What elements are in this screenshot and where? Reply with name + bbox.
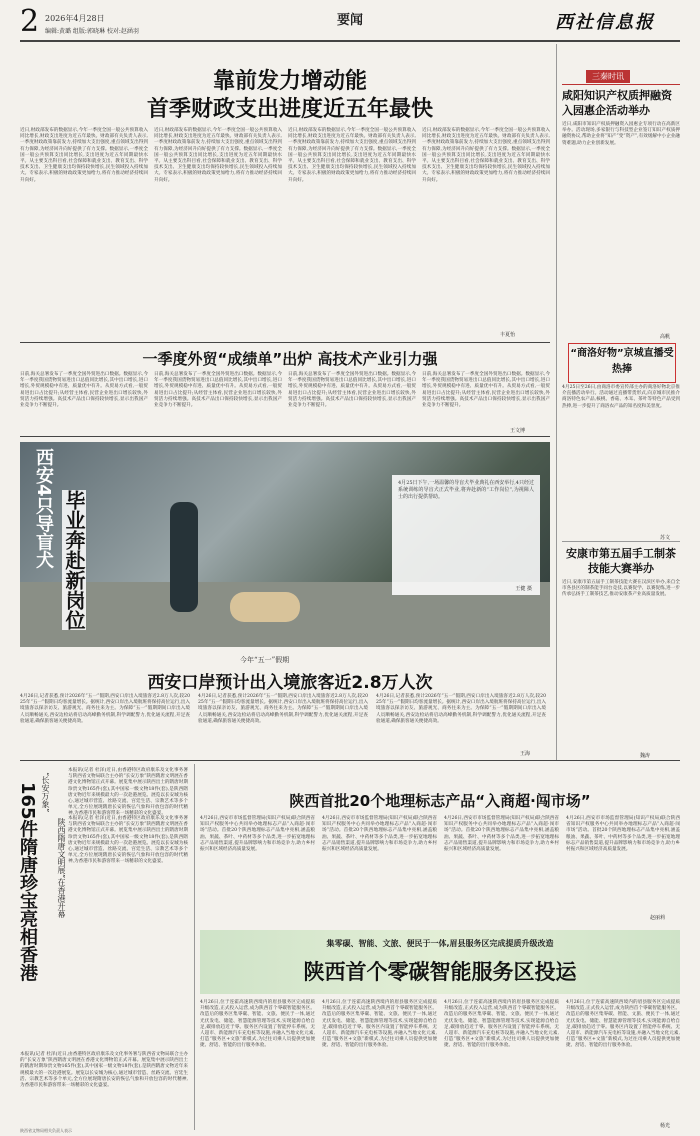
lead-divider bbox=[20, 342, 550, 343]
zero-body-col1: 4月26日,位于连霍高速陕西境内的眉县服务区完成提质升级改造,正式投入运营,成为陕西首个零碳智能服务区。改造后的服务区集零碳、智能、文旅、便民于一体,通过光伏发电、储能、智慧能源管理等技术,实现能源自给自足,碳排放趋近于零。服务区内设置了智能停车系统、无人超市、新能源汽车充电桩等设施,并融入当地文化元素,打造“服务区+文旅”新模式,为过往司乘人员提供更加便捷、舒适、智能的出行服务体验。 bbox=[200, 1000, 315, 1049]
border-body-col3: 4月26日,记者获悉,预计2026年“五一”假期,西安口岸出入境旅客近2.8万人次,较2025年“五一”假期日均客流量增长。据统计,西安口岸出入境航班将保持高位运行,出入境旅客以探亲访友、旅游观光、商务往来为主。为保障“五一”假期期间口岸出入境人员顺畅通关,西安边检站将启动高峰勤务机制,科学调配警力,优化通关流程,开足查验通道,确保旅客通关便捷高效。 bbox=[376, 694, 546, 724]
masthead-rule bbox=[20, 40, 680, 42]
guide-dog-headline-right: 毕业奔赴新岗位 bbox=[62, 490, 86, 630]
exhibit-byline: 陕西省文物局相关负责人表示 bbox=[20, 1128, 72, 1133]
sidebar-s3-title: 安康市第五届手工制茶技能大赛举办 bbox=[566, 547, 676, 575]
border-divider bbox=[20, 760, 680, 761]
trainer-shape bbox=[170, 502, 198, 612]
guide-dog-caption-text: 4月25日下午,一场温馨的导盲犬毕业典礼在西安举行,4只经过系统训练的导盲犬正式毕业,将奔赴新的“工作岗位”,为视障人士的出行提供帮助。 bbox=[398, 480, 534, 500]
guide-dog-headline-left: 西安4只导盲犬 bbox=[33, 448, 54, 569]
geo-title: 陕西首批20个地理标志产品“入商超·闯市场” bbox=[289, 792, 591, 810]
geo-body-col1: 4月26日,西安市市场监督管理局(知识产权局)联合陕西省知识产权服务中心共同举办地理标志产品“入商超·闯市场”活动。首批20个陕西地理标志产品集中亮相,涵盖粮油、果蔬、茶叶、中药材等多个品类,进一步拓宽地理标志产品销售渠道,提升品牌影响力和市场竞争力,助力乡村振兴和区域经济高质量发展。 bbox=[200, 816, 315, 853]
guide-dog-caption bbox=[392, 475, 540, 595]
border-body-col1: 4月26日,记者获悉,预计2026年“五一”假期,西安口岸出入境旅客近2.8万人次,较2025年“五一”假期日均客流量增长。据统计,西安口岸出入境航班将保持高位运行,出入境旅客以探亲访友、旅游观光、商务往来为主。为保障“五一”假期期间口岸出入境人员顺畅通关,西安边检站将启动高峰勤务机制,科学调配警力,优化通关流程,开足查验通道,确保旅客通关便捷高效。 bbox=[20, 694, 190, 724]
sidebar-s3-byline: 魏涛 bbox=[640, 753, 651, 759]
geo-byline: 赵丽莉 bbox=[650, 915, 666, 921]
sidebar-s3-body: 近日,安康市第五届手工制茶技能大赛在汉滨区举办,来自全市各县区的制茶能手同台竞技,以赛促学、以赛促练,进一步传承弘扬手工制茶技艺,推动安康茶产业高质量发展。 bbox=[562, 580, 680, 598]
border-body-col2: 4月26日,记者获悉,预计2026年“五一”假期,西安口岸出入境旅客近2.8万人次,较2025年“五一”假期日均客流量增长。据统计,西安口岸出入境航班将保持高位运行,出入境旅客以探亲访友、旅游观光、商务往来为主。为保障“五一”假期期间口岸出入境人员顺畅通关,西安边检站将启动高峰勤务机制,科学调配警力,优化通关流程,开足查验通道,确保旅客通关便捷高效。 bbox=[198, 694, 368, 724]
lead-body-col3: 近日,财政部发布的数据显示,今年一季度全国一般公共预算收入同比增长,财政支出进度为近五年最快。财政部有关负责人表示,一季度财政政策靠前发力,持续加大支出强度,重点领域支出得到有力保障,为经济回升向好提供了有力支撑。数据显示,一季度全国一般公共预算支出同比增长,支出进度为近五年同期最快水平。从主要支出科目看,社会保障和就业支出、教育支出、科学技术支出、卫生健康支出均保持较快增长,民生领域投入持续加大。专家表示,积极的财政政策更加给力,将有力推动经济持续回升向好。 bbox=[288, 128, 416, 183]
exhibit-intro: 本报讯(记者 杜泽)近日,由香港特区政府康乐及文化事务署与陕西省文物局联合主办的“长安万象”陕西隋唐文明展在香港文化博物馆正式开幕。展览集中展示陕西出土的隋唐时期珍贵文物165件(套),其中国家一级文物18件(套),是陕西隋唐文物近年来规模最大的一次赴港展览。展览以长安城为核心,通过城市营造、丝路交流、宫廷生活、宗教艺术等多个单元,全方位展现隋唐长安的恢弘气象和开放包容的时代精神,为香港市民和游客带来一场精彩的文化盛宴。 bbox=[68, 768, 188, 817]
lead-byline: 丰夏怡 bbox=[500, 332, 516, 338]
issue-date: 2026年4月28日 bbox=[45, 14, 105, 23]
zero-byline: 杨光 bbox=[660, 1123, 671, 1129]
exhibit-divider bbox=[194, 764, 195, 1130]
section-name: 要闻 bbox=[337, 13, 364, 28]
exhibit-title: 165件隋唐珍宝亮相香港 bbox=[17, 782, 38, 982]
exhibit-body-col1: 本报讯(记者 杜泽)近日,由香港特区政府康乐及文化事务署与陕西省文物局联合主办的“长安万象”陕西隋唐文明展在香港文化博物馆正式开幕。展览集中展示陕西出土的隋唐时期珍贵文物165件(套),其中国家一级文物18件(套),是陕西隋唐文物近年来规模最大的一次赴港展览。展览以长安城为核心,通过城市营造、丝路交流、宫廷生活、宗教艺术等多个单元,全方位展现隋唐长安的恢弘气象和开放包容的时代精神,为香港市民和游客带来一场精彩的文化盛宴。 bbox=[68, 816, 188, 865]
trade-body-col4: 日前,海关总署发布了一季度全国外贸进出口数据。数据显示,今年一季度我国货物贸易进出口总值同比增长,其中出口增长,进口增长,外贸规模稳中有进、质量优中有升。从贸易方式看,一般贸易进出口占比提升;从经营主体看,民营企业进出口增长较快,外贸活力持续增强。高技术产品出口保持较快增长,显示出我国产业竞争力不断提升。 bbox=[422, 372, 550, 409]
exhibit-body-bottom: 本报讯(记者 杜泽)近日,由香港特区政府康乐及文化事务署与陕西省文物局联合主办的“长安万象”陕西隋唐文明展在香港文化博物馆正式开幕。展览集中展示陕西出土的隋唐时期珍贵文物165件(套),其中国家一级文物18件(套),是陕西隋唐文物近年来规模最大的一次赴港展览。展览以长安城为核心,通过城市营造、丝路交流、宫廷生活、宗教艺术等多个单元,全方位展现隋唐长安的恢弘气象和开放包容的时代精神,为香港市民和游客带来一场精彩的文化盛宴。 bbox=[20, 1052, 188, 1089]
geo-body-col3: 4月26日,西安市市场监督管理局(知识产权局)联合陕西省知识产权服务中心共同举办地理标志产品“入商超·闯市场”活动。首批20个陕西地理标志产品集中亮相,涵盖粮油、果蔬、茶叶、中药材等多个品类,进一步拓宽地理标志产品销售渠道,提升品牌影响力和市场竞争力,助力乡村振兴和区域经济高质量发展。 bbox=[444, 816, 559, 853]
trade-body-col3: 日前,海关总署发布了一季度全国外贸进出口数据。数据显示,今年一季度我国货物贸易进出口总值同比增长,其中出口增长,进口增长,外贸规模稳中有进、质量优中有升。从贸易方式看,一般贸易进出口占比提升;从经营主体看,民营企业进出口增长较快,外贸活力持续增强。高技术产品出口保持较快增长,显示出我国产业竞争力不断提升。 bbox=[288, 372, 416, 409]
lead-body-col2: 近日,财政部发布的数据显示,今年一季度全国一般公共预算收入同比增长,财政支出进度为近五年最快。财政部有关负责人表示,一季度财政政策靠前发力,持续加大支出强度,重点领域支出得到有力保障,为经济回升向好提供了有力支撑。数据显示,一季度全国一般公共预算支出同比增长,支出进度为近五年同期最快水平。从主要支出科目看,社会保障和就业支出、教育支出、科学技术支出、卫生健康支出均保持较快增长,民生领域投入持续加大。专家表示,积极的财政政策更加给力,将有力推动经济持续回升向好。 bbox=[154, 128, 282, 183]
lead-body-col4: 近日,财政部发布的数据显示,今年一季度全国一般公共预算收入同比增长,财政支出进度为近五年最快。财政部有关负责人表示,一季度财政政策靠前发力,持续加大支出强度,重点领域支出得到有力保障,为经济回升向好提供了有力支撑。数据显示,一季度全国一般公共预算支出同比增长,支出进度为近五年同期最快水平。从主要支出科目看,社会保障和就业支出、教育支出、科学技术支出、卫生健康支出均保持较快增长,民生领域投入持续加大。专家表示,积极的财政政策更加给力,将有力推动经济持续回升向好。 bbox=[422, 128, 550, 183]
exhibit-kicker-a: “长安万象” bbox=[41, 772, 50, 813]
sidebar-s1-byline: 高帆 bbox=[660, 334, 671, 340]
exhibit-kicker-b: 陕西隋唐文明展”在香港开幕 bbox=[57, 818, 66, 919]
sidebar-s2-title: “商洛好物”京城直播受热捧 bbox=[570, 348, 674, 375]
guide-dog-caption-byline: 王健 摄 bbox=[515, 586, 532, 592]
trade-body-col1: 日前,海关总署发布了一季度全国外贸进出口数据。数据显示,今年一季度我国货物贸易进出口总值同比增长,其中出口增长,进口增长,外贸规模稳中有进、质量优中有升。从贸易方式看,一般贸易进出口占比提升;从经营主体看,民营企业进出口增长较快,外贸活力持续增强。高技术产品出口保持较快增长,显示出我国产业竞争力不断提升。 bbox=[20, 372, 148, 409]
border-byline: 王海 bbox=[520, 751, 531, 757]
lead-title-line1: 靠前发力增动能 bbox=[212, 69, 367, 94]
paper-logo: 西社信息报 bbox=[555, 12, 655, 33]
lead-title-line2: 首季财政支出进度近五年最快 bbox=[146, 97, 433, 122]
border-kicker: 今年“五一”假期 bbox=[240, 656, 290, 664]
geo-body-col4: 4月26日,西安市市场监督管理局(知识产权局)联合陕西省知识产权服务中心共同举办地理标志产品“入商超·闯市场”活动。首批20个陕西地理标志产品集中亮相,涵盖粮油、果蔬、茶叶、中药材等多个品类,进一步拓宽地理标志产品销售渠道,提升品牌影响力和市场竞争力,助力乡村振兴和区域经济高质量发展。 bbox=[566, 816, 680, 853]
zero-body-col3: 4月26日,位于连霍高速陕西境内的眉县服务区完成提质升级改造,正式投入运营,成为陕西首个零碳智能服务区。改造后的服务区集零碳、智能、文旅、便民于一体,通过光伏发电、储能、智慧能源管理等技术,实现能源自给自足,碳排放趋近于零。服务区内设置了智能停车系统、无人超市、新能源汽车充电桩等设施,并融入当地文化元素,打造“服务区+文旅”新模式,为过往司乘人员提供更加便捷、舒适、智能的出行服务体验。 bbox=[444, 1000, 559, 1049]
geo-body-col2: 4月26日,西安市市场监督管理局(知识产权局)联合陕西省知识产权服务中心共同举办地理标志产品“入商超·闯市场”活动。首批20个陕西地理标志产品集中亮相,涵盖粮油、果蔬、茶叶、中药材等多个品类,进一步拓宽地理标志产品销售渠道,提升品牌影响力和市场竞争力,助力乡村振兴和区域经济高质量发展。 bbox=[322, 816, 437, 853]
trade-body-col2: 日前,海关总署发布了一季度全国外贸进出口数据。数据显示,今年一季度我国货物贸易进出口总值同比增长,其中出口增长,进口增长,外贸规模稳中有进、质量优中有升。从贸易方式看,一般贸易进出口占比提升;从经营主体看,民营企业进出口增长较快,外贸活力持续增强。高技术产品出口保持较快增长,显示出我国产业竞争力不断提升。 bbox=[154, 372, 282, 409]
trade-divider bbox=[20, 436, 550, 437]
guide-dog-shape bbox=[230, 592, 300, 622]
zero-body-col2: 4月26日,位于连霍高速陕西境内的眉县服务区完成提质升级改造,正式投入运营,成为陕西首个零碳智能服务区。改造后的服务区集零碳、智能、文旅、便民于一体,通过光伏发电、储能、智慧能源管理等技术,实现能源自给自足,碳排放趋近于零。服务区内设置了智能停车系统、无人超市、新能源汽车充电桩等设施,并融入当地文化元素,打造“服务区+文旅”新模式,为过往司乘人员提供更加便捷、舒适、智能的出行服务体验。 bbox=[322, 1000, 437, 1049]
sidebar-s2-body: 4月25日至26日,由商洛市委宣传部主办的商洛好物北京推介直播活动举行。活动通过直播带货形式,向京城市民推介商洛特色农产品,核桃、香菇、木耳、茶叶等特色产品受到热捧,进一步提升了商洛农产品的知名度和美誉度。 bbox=[562, 385, 680, 409]
sidebar-tag-rule bbox=[562, 84, 680, 85]
border-title: 西安口岸预计出入境旅客近2.8万人次 bbox=[147, 673, 433, 693]
sidebar-left-rule bbox=[556, 44, 557, 760]
page-number: 2 bbox=[20, 4, 40, 39]
trade-byline: 王文博 bbox=[510, 428, 526, 434]
staff-line: 编辑:黄璐 组版:郭晓琳 校对:赵涵羽 bbox=[45, 28, 139, 35]
zero-body-col4: 4月26日,位于连霍高速陕西境内的眉县服务区完成提质升级改造,正式投入运营,成为陕西首个零碳智能服务区。改造后的服务区集零碳、智能、文旅、便民于一体,通过光伏发电、储能、智慧能源管理等技术,实现能源自给自足,碳排放趋近于零。服务区内设置了智能停车系统、无人超市、新能源汽车充电桩等设施,并融入当地文化元素,打造“服务区+文旅”新模式,为过往司乘人员提供更加便捷、舒适、智能的出行服务体验。 bbox=[566, 1000, 680, 1049]
sidebar-s3-rule bbox=[562, 541, 680, 542]
sidebar-s1-body: 近日,咸阳市知识产权质押融资入园惠企专项行动在高新区举办。活动现场,多家银行与科技型企业签订知识产权质押融资协议,帮助企业将“知产”变“资产”,有效缓解中小企业融资难题,助力企业创新发展。 bbox=[562, 122, 680, 146]
zero-kicker: 集零碳、智能、文旅、便民于一体,眉县服务区完成提质升级改造 bbox=[326, 939, 554, 948]
trade-title: 一季度外贸“成绩单”出炉 高技术产业引力强 bbox=[142, 350, 438, 368]
lead-body-col1: 近日,财政部发布的数据显示,今年一季度全国一般公共预算收入同比增长,财政支出进度为近五年最快。财政部有关负责人表示,一季度财政政策靠前发力,持续加大支出强度,重点领域支出得到有力保障,为经济回升向好提供了有力支撑。数据显示,一季度全国一般公共预算支出同比增长,支出进度为近五年同期最快水平。从主要支出科目看,社会保障和就业支出、教育支出、科学技术支出、卫生健康支出均保持较快增长,民生领域投入持续加大。专家表示,积极的财政政策更加给力,将有力推动经济持续回升向好。 bbox=[20, 128, 148, 183]
sidebar-s2-byline: 苏文 bbox=[660, 535, 671, 541]
sidebar-tag: 三秦时讯 bbox=[586, 70, 630, 83]
sidebar-s1-title: 咸阳知识产权质押融资入园惠企活动举办 bbox=[562, 89, 672, 117]
zero-title: 陕西首个零碳智能服务区投运 bbox=[303, 960, 577, 984]
